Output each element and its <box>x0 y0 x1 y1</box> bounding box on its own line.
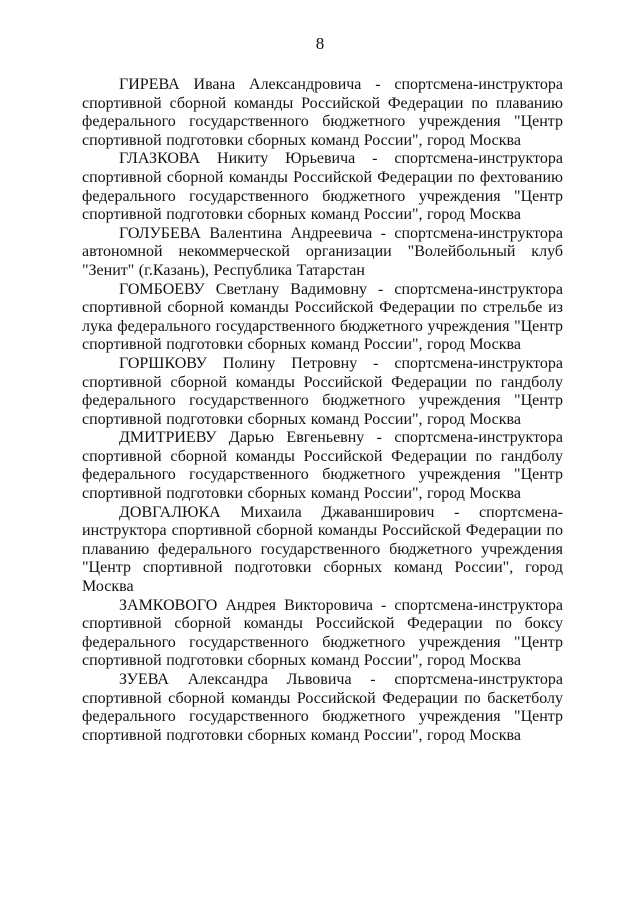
award-entry-zamkovoy: ЗАМКОВОГО Андрея Викторовича - спортсмена-инструктора спортивной сборной команды Российской Федерации по боксу федерального государственного бюджетного учреждения "Центр спортивной подготовки сборных команд России", город Москва <box>82 596 563 670</box>
award-entry-girev: ГИРЕВА Ивана Александровича - спортсмена-инструктора спортивной сборной команды Российской Федерации по плаванию федерального государственного бюджетного учреждения "Центр спортивной подготовки сборных команд России", город Москва <box>82 76 563 149</box>
award-entry-glazkov: ГЛАЗКОВА Никиту Юрьевича - спортсмена-инструктора спортивной сборной команды Российской Федерации по фехтованию федерального государственного бюджетного учреждения "Центр спортивной подготовки сборных команд России", город Москва <box>82 150 563 224</box>
award-entry-dovgalyuk: ДОВГАЛЮКА Михаила Джаванширович - спортсмена-инструктора спортивной сборной команды Российской Федерации по плаванию федерального государственного бюджетного учреждения "Центр спортивной подготовки сборных команд России", город Москва <box>82 503 563 596</box>
award-entry-gomboeva: ГОМБОЕВУ Светлану Вадимовну - спортсмена-инструктора спортивной сборной команды Российской Федерации по стрельбе из лука федерального государственного бюджетного учреждения "Центр спортивной подготовки сборных команд России", город Москва <box>82 280 563 354</box>
award-entry-dmitrieva: ДМИТРИЕВУ Дарью Евгеньевну - спортсмена-инструктора спортивной сборной команды Российской Федерации по гандболу федерального государственного бюджетного учреждения "Центр спортивной подготовки сборных команд России", город Москва <box>82 429 563 503</box>
document-body <box>82 76 563 745</box>
award-entry-golubev: ГОЛУБЕВА Валентина Андреевича - спортсмена-инструктора автономной некоммерческой организации "Волейбольный клуб "Зенит" (г.Казань), Республика Татарстан <box>82 224 563 279</box>
award-entry-zuev: ЗУЕВА Александра Львовича - спортсмена-инструктора спортивной сборной команды Российской Федерации по баскетболу федерального государственного бюджетного учреждения "Центр спортивной подготовки сборных команд России", город Москва <box>82 671 563 744</box>
award-entry-gorshkova: ГОРШКОВУ Полину Петровну - спортсмена-инструктора спортивной сборной команды Российской Федерации по гандболу федерального государственного бюджетного учреждения "Центр спортивной подготовки сборных команд России", город Москва <box>82 354 563 428</box>
page-number: 8 <box>315 34 325 53</box>
